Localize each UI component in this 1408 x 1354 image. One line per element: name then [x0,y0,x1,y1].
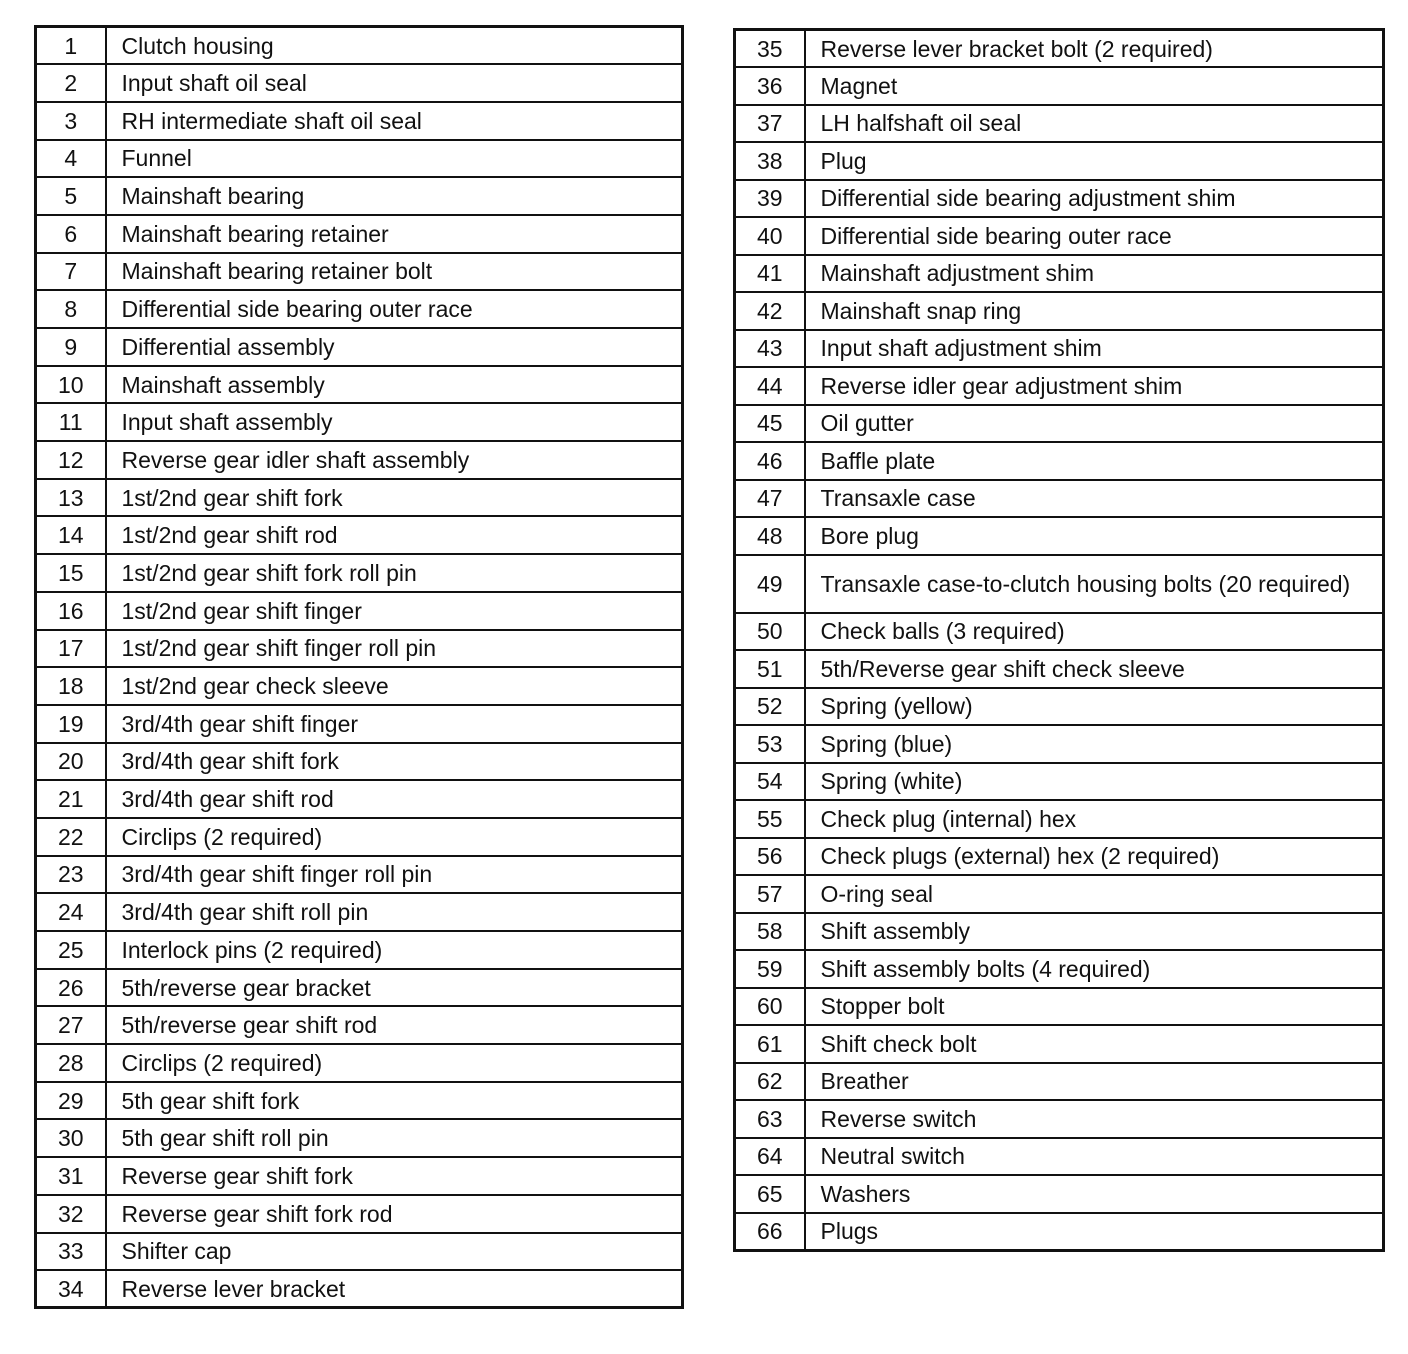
part-description: Reverse gear shift fork rod [106,1195,683,1233]
part-number: 12 [36,441,106,479]
table-row [735,67,1384,105]
part-description: Spring (blue) [805,725,1384,763]
part-description: Check plugs (external) hex (2 required) [805,838,1384,876]
part-number: 39 [735,180,805,218]
part-description: Spring (white) [805,763,1384,801]
part-number: 66 [735,1213,805,1251]
table-row [735,255,1384,293]
table-row [36,554,683,592]
parts-table-right [733,28,1385,1252]
part-description: Clutch housing [106,27,683,65]
part-number: 64 [735,1138,805,1176]
part-number: 44 [735,367,805,405]
table-row [735,405,1384,443]
table-row [735,330,1384,368]
part-number: 55 [735,800,805,838]
table-row [735,1175,1384,1213]
table-row [735,1213,1384,1251]
table-row [36,1119,683,1157]
table-row [36,1157,683,1195]
part-description: Shift assembly bolts (4 required) [805,950,1384,988]
part-number: 13 [36,479,106,517]
part-description: Reverse lever bracket [106,1270,683,1308]
table-row [36,64,683,102]
table-row [735,517,1384,555]
table-row [36,290,683,328]
table-row [36,1270,683,1308]
table-row [36,479,683,517]
part-description: Transaxle case [805,480,1384,518]
part-number: 16 [36,592,106,630]
part-number: 6 [36,215,106,253]
part-description: Differential side bearing outer race [106,290,683,328]
part-number: 19 [36,705,106,743]
table-row [735,1063,1384,1101]
part-number: 37 [735,105,805,143]
parts-table-right-body [735,30,1384,1251]
table-row [735,613,1384,651]
table-row [735,763,1384,801]
part-description: LH halfshaft oil seal [805,105,1384,143]
table-row [36,969,683,1007]
table-row [735,555,1384,613]
table-row [735,1100,1384,1138]
part-number: 30 [36,1119,106,1157]
table-row [36,403,683,441]
part-number: 33 [36,1233,106,1271]
part-number: 10 [36,366,106,404]
table-row [735,1138,1384,1176]
table-row [735,838,1384,876]
part-number: 53 [735,725,805,763]
part-number: 15 [36,554,106,592]
table-row [735,988,1384,1026]
part-description: Bore plug [805,517,1384,555]
table-row [36,630,683,668]
table-row [36,253,683,291]
table-row [735,650,1384,688]
part-number: 48 [735,517,805,555]
table-row [36,1006,683,1044]
part-description: 1st/2nd gear shift rod [106,516,683,554]
part-description: Circlips (2 required) [106,818,683,856]
part-description: Transaxle case-to-clutch housing bolts (20 required) [805,555,1384,613]
part-number: 23 [36,856,106,894]
part-description: Mainshaft bearing retainer bolt [106,253,683,291]
part-number: 11 [36,403,106,441]
part-number: 36 [735,67,805,105]
table-row [36,592,683,630]
part-number: 57 [735,875,805,913]
part-number: 46 [735,442,805,480]
part-number: 3 [36,102,106,140]
table-row [36,366,683,404]
part-description: O-ring seal [805,875,1384,913]
part-description: Stopper bolt [805,988,1384,1026]
table-row [36,441,683,479]
part-number: 4 [36,140,106,178]
part-description: 1st/2nd gear check sleeve [106,667,683,705]
table-row [36,27,683,65]
part-number: 14 [36,516,106,554]
parts-table-left-body [36,27,683,1308]
part-description: 5th gear shift fork [106,1082,683,1120]
part-description: Differential side bearing adjustment shim [805,180,1384,218]
table-row [36,743,683,781]
part-description: Mainshaft assembly [106,366,683,404]
part-description: 3rd/4th gear shift finger [106,705,683,743]
table-row [36,667,683,705]
part-number: 51 [735,650,805,688]
part-description: Breather [805,1063,1384,1101]
table-row [735,480,1384,518]
part-description: Input shaft oil seal [106,64,683,102]
table-row [36,1195,683,1233]
part-number: 31 [36,1157,106,1195]
table-row [735,1025,1384,1063]
part-number: 40 [735,217,805,255]
part-description: Mainshaft snap ring [805,292,1384,330]
part-description: 5th gear shift roll pin [106,1119,683,1157]
part-description: Reverse gear shift fork [106,1157,683,1195]
table-row [36,705,683,743]
part-description: 1st/2nd gear shift finger roll pin [106,630,683,668]
part-description: Baffle plate [805,442,1384,480]
table-row [36,328,683,366]
part-number: 59 [735,950,805,988]
part-number: 63 [735,1100,805,1138]
part-number: 1 [36,27,106,65]
table-row [735,105,1384,143]
table-row [735,30,1384,68]
part-number: 49 [735,555,805,613]
part-description: 3rd/4th gear shift rod [106,780,683,818]
part-number: 38 [735,142,805,180]
table-row [36,1044,683,1082]
table-row [735,442,1384,480]
table-row [735,725,1384,763]
part-number: 45 [735,405,805,443]
table-row [735,688,1384,726]
part-description: Reverse gear idler shaft assembly [106,441,683,479]
part-description: Mainshaft bearing retainer [106,215,683,253]
table-row [36,516,683,554]
part-description: 3rd/4th gear shift fork [106,743,683,781]
table-row [735,142,1384,180]
part-number: 60 [735,988,805,1026]
part-number: 2 [36,64,106,102]
part-description: Shift check bolt [805,1025,1384,1063]
part-number: 61 [735,1025,805,1063]
part-number: 24 [36,893,106,931]
part-description: 5th/reverse gear bracket [106,969,683,1007]
part-description: Oil gutter [805,405,1384,443]
part-number: 25 [36,931,106,969]
part-description: Magnet [805,67,1384,105]
part-number: 52 [735,688,805,726]
part-number: 56 [735,838,805,876]
part-description: Check balls (3 required) [805,613,1384,651]
part-number: 62 [735,1063,805,1101]
part-description: 1st/2nd gear shift fork [106,479,683,517]
part-description: RH intermediate shaft oil seal [106,102,683,140]
part-description: Reverse idler gear adjustment shim [805,367,1384,405]
part-description: Input shaft adjustment shim [805,330,1384,368]
part-number: 65 [735,1175,805,1213]
part-description: Circlips (2 required) [106,1044,683,1082]
part-number: 43 [735,330,805,368]
part-number: 34 [36,1270,106,1308]
table-row [735,180,1384,218]
table-row [735,875,1384,913]
table-row [735,217,1384,255]
part-number: 21 [36,780,106,818]
part-number: 32 [36,1195,106,1233]
part-description: Reverse switch [805,1100,1384,1138]
part-description: 1st/2nd gear shift fork roll pin [106,554,683,592]
part-number: 20 [36,743,106,781]
part-description: Interlock pins (2 required) [106,931,683,969]
part-number: 26 [36,969,106,1007]
part-number: 9 [36,328,106,366]
part-number: 50 [735,613,805,651]
part-number: 42 [735,292,805,330]
part-description: Funnel [106,140,683,178]
part-description: Input shaft assembly [106,403,683,441]
part-description: Shift assembly [805,913,1384,951]
part-description: Plugs [805,1213,1384,1251]
part-description: Plug [805,142,1384,180]
part-number: 27 [36,1006,106,1044]
table-row [36,780,683,818]
table-row [36,1082,683,1120]
table-row [36,931,683,969]
part-number: 54 [735,763,805,801]
table-row [36,1233,683,1271]
table-row [735,913,1384,951]
parts-table-left [34,25,684,1309]
part-description: Shifter cap [106,1233,683,1271]
part-description: Differential side bearing outer race [805,217,1384,255]
part-description: 5th/Reverse gear shift check sleeve [805,650,1384,688]
part-number: 7 [36,253,106,291]
part-description: 5th/reverse gear shift rod [106,1006,683,1044]
part-number: 22 [36,818,106,856]
part-description: Check plug (internal) hex [805,800,1384,838]
part-description: Washers [805,1175,1384,1213]
part-number: 58 [735,913,805,951]
part-description: Neutral switch [805,1138,1384,1176]
table-row [36,818,683,856]
table-row [735,292,1384,330]
table-row [36,856,683,894]
table-row [735,367,1384,405]
part-description: Reverse lever bracket bolt (2 required) [805,30,1384,68]
part-description: 3rd/4th gear shift finger roll pin [106,856,683,894]
part-description: Spring (yellow) [805,688,1384,726]
table-row [735,800,1384,838]
part-number: 47 [735,480,805,518]
table-row [36,102,683,140]
part-number: 28 [36,1044,106,1082]
part-number: 35 [735,30,805,68]
part-number: 5 [36,177,106,215]
part-number: 17 [36,630,106,668]
part-description: Mainshaft adjustment shim [805,255,1384,293]
part-description: 1st/2nd gear shift finger [106,592,683,630]
table-row [36,893,683,931]
part-description: 3rd/4th gear shift roll pin [106,893,683,931]
part-description: Mainshaft bearing [106,177,683,215]
table-row [36,177,683,215]
table-row [36,215,683,253]
part-number: 18 [36,667,106,705]
part-number: 8 [36,290,106,328]
table-row [735,950,1384,988]
part-number: 29 [36,1082,106,1120]
table-row [36,140,683,178]
part-number: 41 [735,255,805,293]
part-description: Differential assembly [106,328,683,366]
